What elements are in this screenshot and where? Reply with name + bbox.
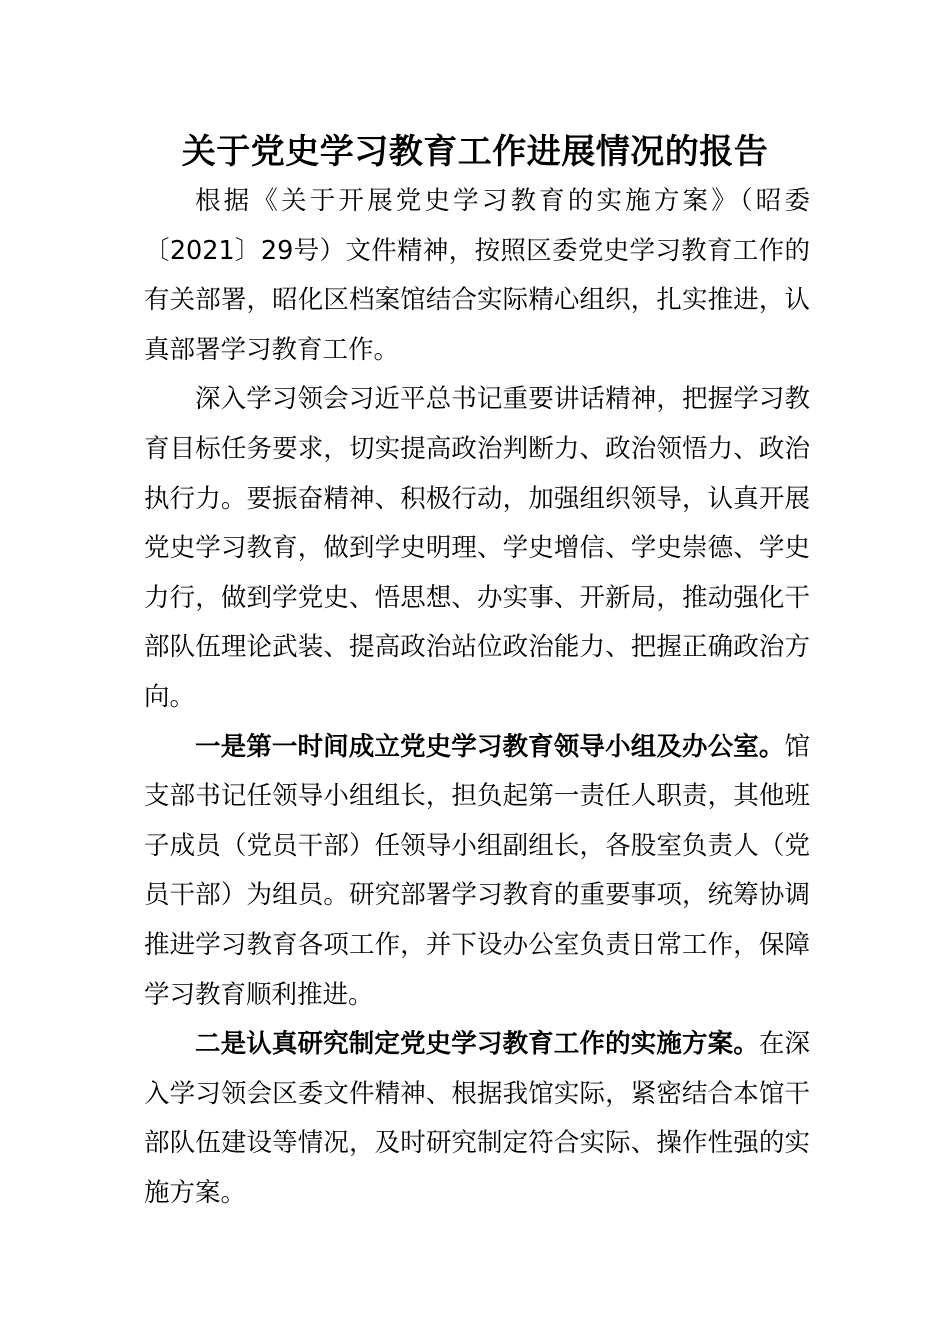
paragraph-lead: 二是认真研究制定党史学习教育工作的实施方案。 [195,1029,759,1060]
paragraph-text: 根据《关于开展党史学习教育的实施方案》（昭委〔2021〕29号）文件精神，按照区委党史学习教育工作的有关部署，昭化区档案馆结合实际精心组织，扎实推进，认真部署学习教育工作。 [144,186,810,365]
paragraph-point-two [144,1020,810,1218]
paragraph-study [144,375,810,722]
document-body [144,177,810,1218]
paragraph-text: 在深入学习领会区委文件精神、根据我馆实际，紧密结合本馆干部队伍建设等情况，及时研究制定符合实际、操作性强的实施方案。 [144,1029,810,1208]
paragraph-intro [144,177,810,375]
paragraph-lead: 一是第一时间成立党史学习教育领导小组及办公室。 [195,731,785,762]
paragraph-text: 馆支部书记任领导小组组长，担负起第一责任人职责，其他班子成员（党员干部）任领导小组副组长，各股室负责人（党员干部）为组员。研究部署学习教育的重要事项，统筹协调推进学习教育各项工作，并下设办公室负责日常工作，保障学习教育顺利推进。 [144,731,810,1010]
paragraph-point-one [144,723,810,1021]
document-title: 关于党史学习教育工作进展情况的报告 [181,132,769,172]
paragraph-text: 深入学习领会习近平总书记重要讲话精神，把握学习教育目标任务要求，切实提高政治判断力、政治领悟力、政治执行力。要振奋精神、积极行动，加强组织领导，认真开展党史学习教育，做到学史明理、学史增信、学史崇德、学史力行，做到学党史、悟思想、办实事、开新局，推动强化干部队伍理论武装、提高政治站位政治能力、把握正确政治方向。 [144,384,810,712]
